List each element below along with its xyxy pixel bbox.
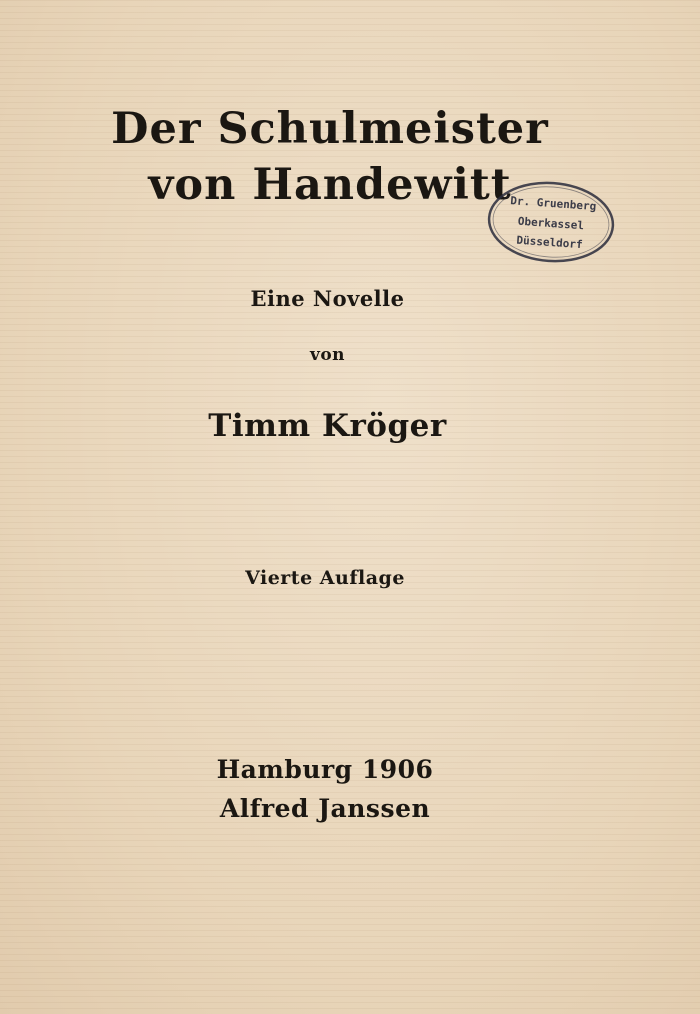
book-title-line-1: Der Schulmeister [111,104,549,154]
book-title-line-2: von Handewitt [148,160,512,210]
publication-place-year: Hamburg 1906 [216,755,434,784]
stamp-line-1: Dr. Gruenberg [509,194,597,214]
stamp-line-3: Düsseldorf [516,233,584,252]
stamp-line-2: Oberkassel [517,214,585,233]
edition-label: Vierte Auflage [245,567,405,589]
publisher-name: Alfred Janssen [219,794,431,823]
ownership-stamp [483,176,619,269]
author-name: Timm Kröger [208,408,447,444]
subtitle: Eine Novelle [250,286,405,311]
by-line: von [309,345,346,365]
